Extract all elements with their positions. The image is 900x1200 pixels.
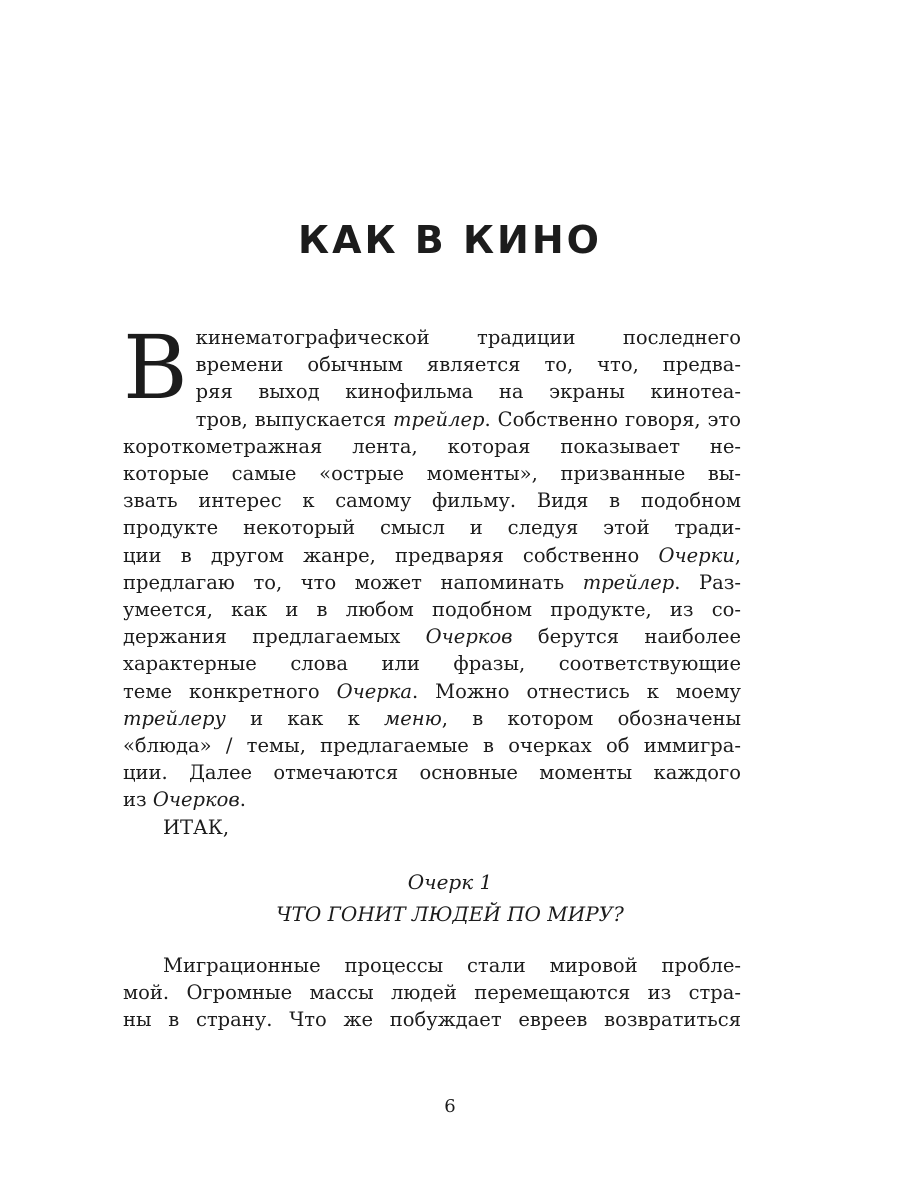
text-line: «блюда» / темы, предлагаемые в очерках об иммигра- (123, 734, 741, 758)
text-line: ны в страну. Что же побуждает евреев возвратиться (123, 1008, 741, 1032)
text-line: кинематографической традиции последнего (195, 326, 741, 349)
chapter-title: КАК В КИНО (298, 218, 602, 262)
text-line: звать интерес к самому фильму. Видя в подобном (123, 489, 741, 513)
text-line: трейлеру и как к меню, в котором обозначены (123, 706, 742, 730)
closing-line: ИТАК, (163, 815, 230, 839)
text-line: ряя выход кинофильма на экраны кинотеа- (195, 380, 741, 404)
text-line: из Очерков. (123, 788, 246, 812)
intro-paragraph (123, 316, 742, 841)
text-line: короткометражная лента, которая показывает не- (123, 434, 741, 458)
text-line: характерные слова или фразы, соответствующие (123, 652, 741, 676)
text-line: держания предлагаемых Очерков берутся наиболее (123, 625, 741, 649)
section-label: Очерк 1 (407, 870, 493, 894)
drop-cap: В (123, 316, 188, 419)
text-line: ции. Далее отмечаются основные моменты каждого (123, 761, 741, 785)
text-line: умеется, как и в любом подобном продукте, из со- (123, 598, 741, 622)
text-line: теме конкретного Очерка. Можно отнестись к моему (123, 679, 741, 703)
text-line: времени обычным является то, что, предва- (195, 353, 741, 377)
text-line: ции в другом жанре, предваряя собственно Очерки, (123, 543, 741, 567)
section-paragraph (123, 952, 741, 1034)
text-line: продукте некоторый смысл и следуя этой тради- (123, 516, 741, 540)
section-heading: ЧТО ГОНИТ ЛЮДЕЙ ПО МИРУ? (276, 902, 624, 926)
text-line: тров, выпускается трейлер. Собственно говоря, это (195, 407, 741, 431)
text-line: предлагаю то, что может напоминать трейлер. Раз- (123, 570, 741, 594)
text-line: мой. Огромные массы людей перемещаются из стра- (123, 981, 741, 1005)
text-line: Миграционные процессы стали мировой пробле- (163, 954, 741, 977)
page-number: 6 (444, 1096, 456, 1117)
text-line: которые самые «острые моменты», призванные вы- (123, 462, 741, 486)
